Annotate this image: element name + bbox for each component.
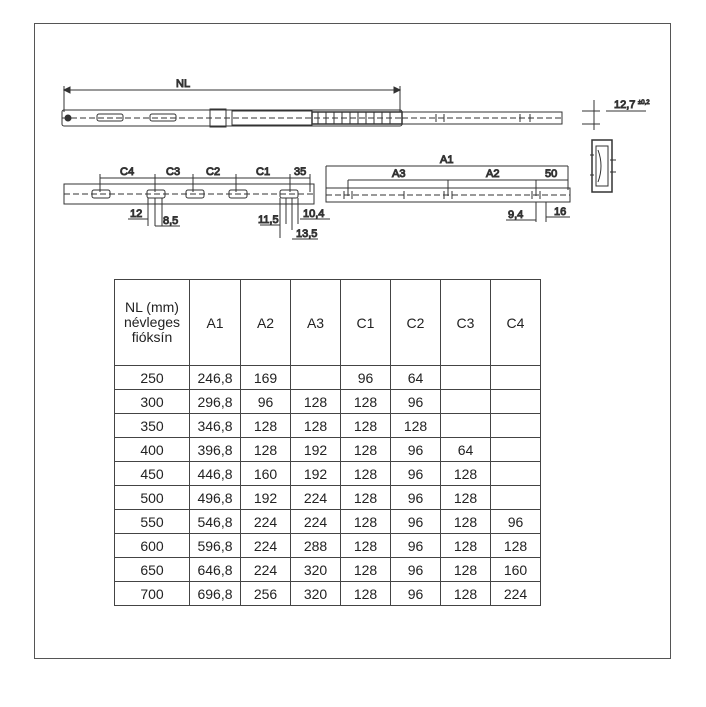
cell-a2: 128 (241, 414, 291, 438)
cell-a2: 224 (241, 558, 291, 582)
cell-c1: 128 (341, 438, 391, 462)
cell-c2: 96 (391, 438, 441, 462)
cell-a2: 128 (241, 438, 291, 462)
table-body (115, 366, 541, 606)
cell-a2: 169 (241, 366, 291, 390)
cell-a1: 296,8 (190, 390, 241, 414)
label-height-tolerance: ±0,2 (638, 100, 650, 106)
cell-c2: 96 (391, 390, 441, 414)
table-row (115, 582, 541, 606)
slide-full-view (62, 78, 562, 127)
header-c2: C2 (391, 280, 441, 366)
cell-nl: 400 (115, 438, 190, 462)
cell-nl: 650 (115, 558, 190, 582)
label-13-5: 13,5 (296, 228, 318, 240)
label-c1: C1 (256, 166, 271, 178)
cell-c1: 128 (341, 582, 391, 606)
cell-nl: 550 (115, 510, 190, 534)
cell-nl: 500 (115, 486, 190, 510)
cell-a3: 192 (291, 438, 341, 462)
label-35: 35 (294, 166, 307, 178)
label-c4: C4 (120, 166, 135, 178)
cell-a1: 696,8 (190, 582, 241, 606)
header-nl (115, 280, 190, 366)
label-12: 12 (130, 208, 143, 220)
cell-a3: 320 (291, 582, 341, 606)
label-50: 50 (545, 168, 558, 180)
label-a1: A1 (440, 154, 454, 166)
header-a1: A1 (190, 280, 241, 366)
cell-c1: 128 (341, 390, 391, 414)
cell-a1: 246,8 (190, 366, 241, 390)
cell-a3: 192 (291, 462, 341, 486)
cell-a2: 256 (241, 582, 291, 606)
cell-a2: 96 (241, 390, 291, 414)
header-nl-text: NL (mm) névleges fióksín (123, 299, 181, 345)
table-row (115, 462, 541, 486)
cell-c1: 128 (341, 486, 391, 510)
label-11-5: 11,5 (258, 214, 279, 226)
header-a2: A2 (241, 280, 291, 366)
cell-a2: 160 (241, 462, 291, 486)
cell-c3: 128 (441, 534, 491, 558)
cell-c1: 128 (341, 510, 391, 534)
cell-c1: 96 (341, 366, 391, 390)
slide-c-dimensions-view (64, 166, 330, 240)
cell-c2: 96 (391, 582, 441, 606)
header-a3: A3 (291, 280, 341, 366)
cell-a3: 128 (291, 390, 341, 414)
table-row (115, 534, 541, 558)
cell-a2: 224 (241, 510, 291, 534)
label-a3: A3 (392, 168, 406, 180)
cell-c3: 128 (441, 558, 491, 582)
cell-c1: 128 (341, 534, 391, 558)
table-row (115, 438, 541, 462)
table-row (115, 486, 541, 510)
cell-c3: 64 (441, 438, 491, 462)
label-9-4: 9,4 (508, 209, 524, 221)
table-header-row (115, 280, 541, 366)
cell-a1: 596,8 (190, 534, 241, 558)
cell-c4 (491, 438, 541, 462)
cell-c2: 128 (391, 414, 441, 438)
cell-c4 (491, 486, 541, 510)
cell-a1: 396,8 (190, 438, 241, 462)
cell-c3: 128 (441, 582, 491, 606)
cell-c3: 128 (441, 510, 491, 534)
cell-c4: 96 (491, 510, 541, 534)
cell-a3 (291, 366, 341, 390)
table-row (115, 558, 541, 582)
cell-c3: 128 (441, 462, 491, 486)
cell-a1: 446,8 (190, 462, 241, 486)
header-c1: C1 (341, 280, 391, 366)
cell-c3: 128 (441, 486, 491, 510)
cell-c3 (441, 390, 491, 414)
cell-c2: 96 (391, 486, 441, 510)
cell-a1: 646,8 (190, 558, 241, 582)
cell-a3: 224 (291, 510, 341, 534)
cell-c3 (441, 366, 491, 390)
cell-a1: 496,8 (190, 486, 241, 510)
cell-c2: 96 (391, 534, 441, 558)
cell-nl: 350 (115, 414, 190, 438)
cell-nl: 250 (115, 366, 190, 390)
cell-a3: 288 (291, 534, 341, 558)
cell-c4 (491, 462, 541, 486)
cell-c4: 224 (491, 582, 541, 606)
cell-c2: 96 (391, 510, 441, 534)
table-row (115, 366, 541, 390)
cell-a2: 224 (241, 534, 291, 558)
label-8-5: 8,5 (163, 215, 179, 227)
cell-nl: 300 (115, 390, 190, 414)
cell-a2: 192 (241, 486, 291, 510)
cell-c4: 160 (491, 558, 541, 582)
cell-a1: 546,8 (190, 510, 241, 534)
cell-c2: 96 (391, 558, 441, 582)
cell-nl: 600 (115, 534, 190, 558)
cell-c1: 128 (341, 462, 391, 486)
label-a2: A2 (486, 168, 500, 180)
cell-c4 (491, 414, 541, 438)
cell-a3: 128 (291, 414, 341, 438)
header-c4: C4 (491, 280, 541, 366)
table-row (115, 414, 541, 438)
slide-a-dimensions-view (326, 154, 570, 222)
table-row (115, 510, 541, 534)
cell-c4 (491, 366, 541, 390)
cell-c3 (441, 414, 491, 438)
dimensions-table (114, 279, 541, 606)
label-10-4: 10,4 (303, 208, 325, 220)
label-c2: C2 (206, 166, 221, 178)
cell-a1: 346,8 (190, 414, 241, 438)
label-16: 16 (554, 206, 567, 218)
cell-c2: 64 (391, 366, 441, 390)
label-nl: NL (176, 78, 191, 90)
cell-c2: 96 (391, 462, 441, 486)
table-row (115, 390, 541, 414)
cell-nl: 700 (115, 582, 190, 606)
label-height: 12,7 (614, 99, 636, 111)
cell-c1: 128 (341, 414, 391, 438)
slide-cross-section (582, 99, 650, 192)
cell-c4 (491, 390, 541, 414)
cell-nl: 450 (115, 462, 190, 486)
cell-c1: 128 (341, 558, 391, 582)
label-c3: C3 (166, 166, 181, 178)
header-c3: C3 (441, 280, 491, 366)
cell-a3: 320 (291, 558, 341, 582)
cell-c4: 128 (491, 534, 541, 558)
cell-a3: 224 (291, 486, 341, 510)
